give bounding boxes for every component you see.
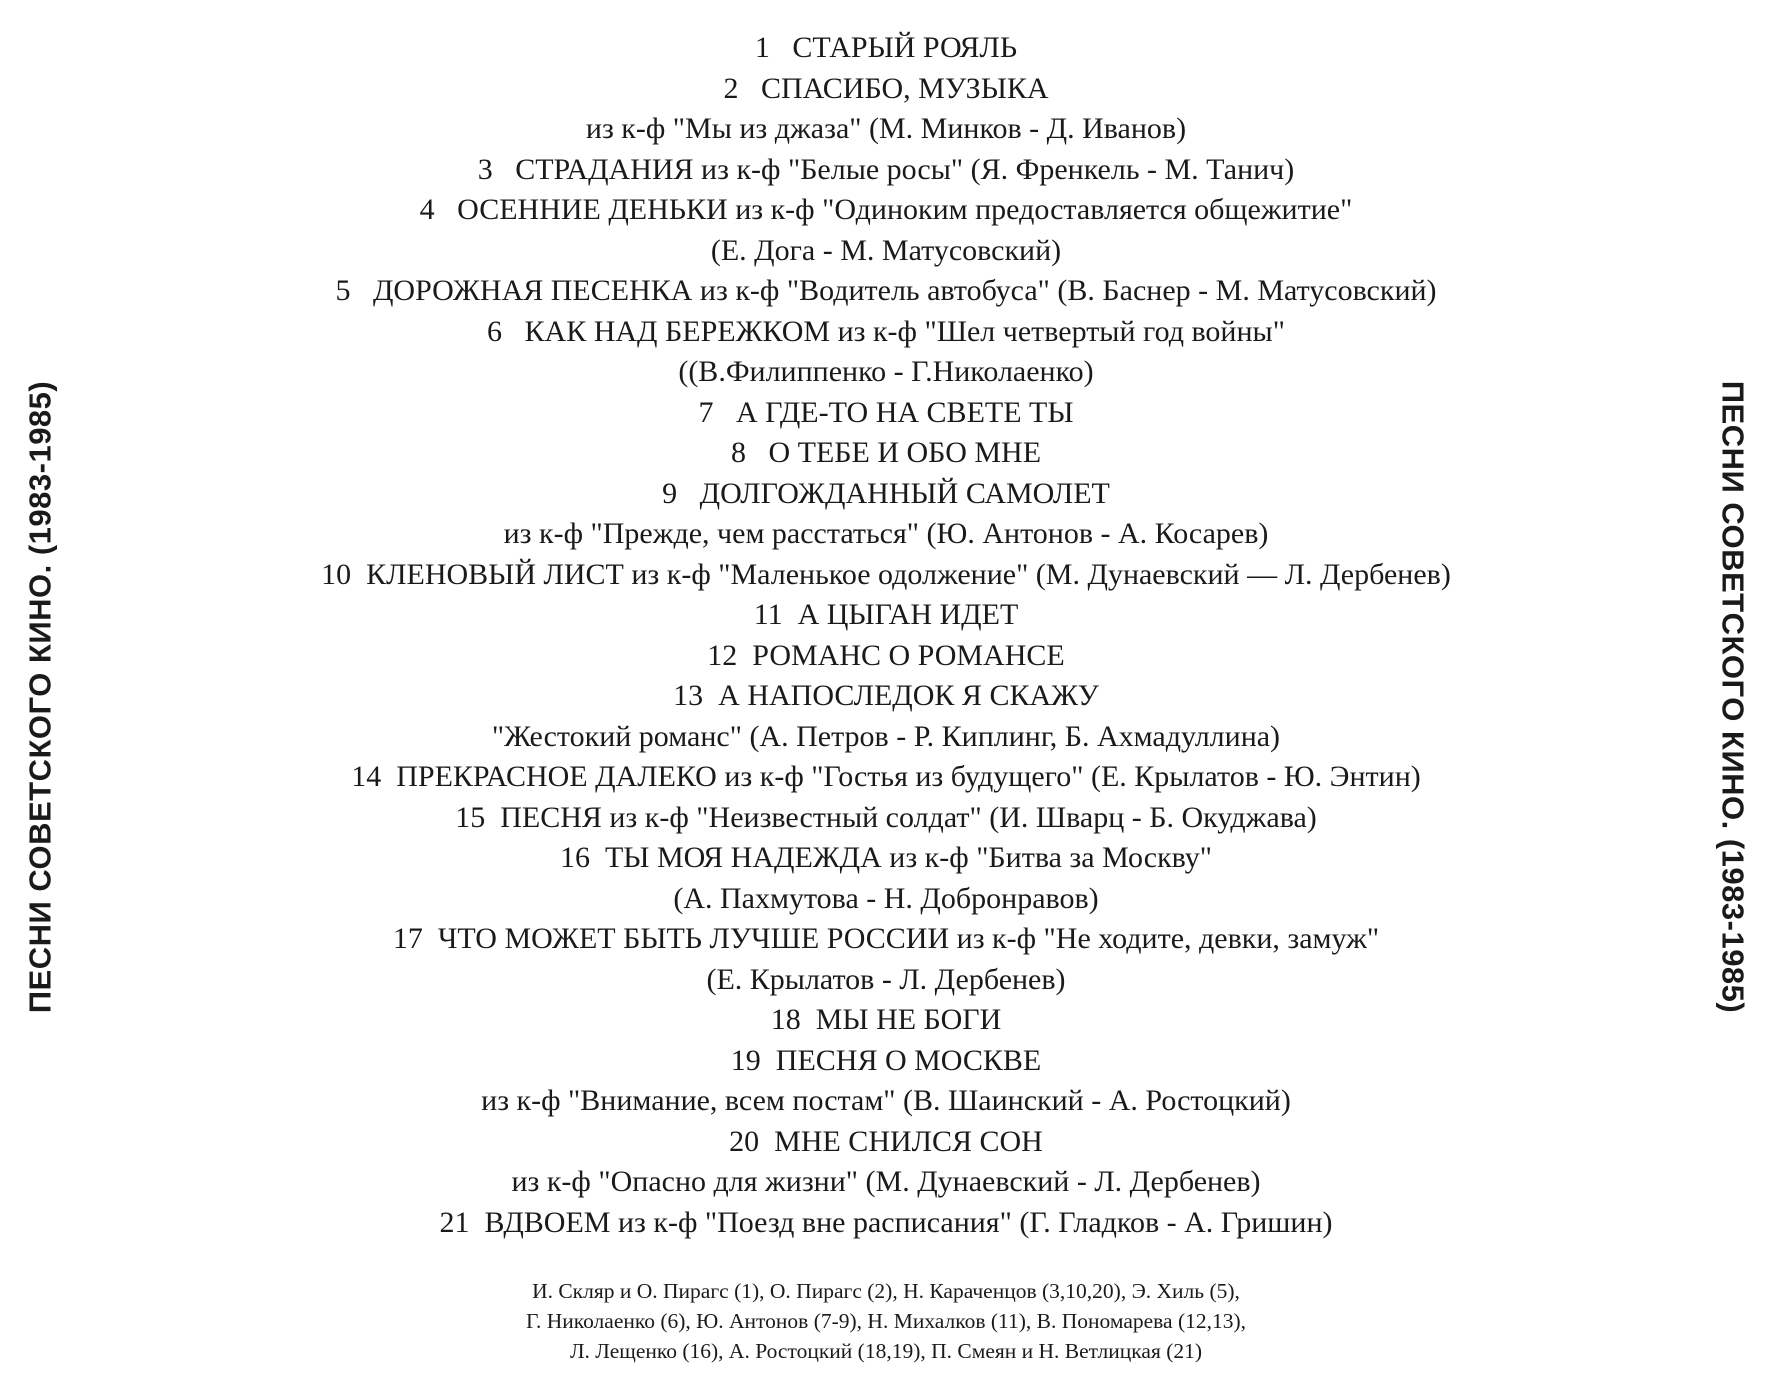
left-spine-title: ПЕСНИ СОВЕТСКОГО КИНО. (1983-1985) — [22, 380, 57, 1014]
track-line: ((В.Филиппенко - Г.Николаенко) — [678, 355, 1094, 388]
track-line: 5 ДОРОЖНАЯ ПЕСЕНКА из к-ф "Водитель автобуса" (В. Баснер - М. Матусовский) — [335, 274, 1437, 307]
track-line: 15 ПЕСНЯ из к-ф "Неизвестный солдат" (И. Шварц - Б. Окуджава) — [455, 800, 1317, 834]
track-line: 18 МЫ НЕ БОГИ — [770, 1003, 1002, 1036]
track-line: 17 ЧТО МОЖЕТ БЫТЬ ЛУЧШЕ РОССИИ из к-ф "Не ходите, девки, замуж" — [392, 922, 1380, 955]
track-line: 10 КЛЕНОВЫЙ ЛИСТ из к-ф "Маленькое одолжение" (М. Дунаевский — Л. Дербенев) — [321, 557, 1451, 591]
performer-credits — [100, 1276, 1672, 1366]
track-line: 11 А ЦЫГАН ИДЕТ — [753, 598, 1019, 631]
track-line: 14 ПРЕКРАСНОЕ ДАЛЕКО из к-ф "Гостья из будущего" (Е. Крылатов - Ю. Энтин) — [351, 760, 1421, 793]
track-line: 16 ТЫ МОЯ НАДЕЖДА из к-ф "Битва за Москву" — [559, 841, 1213, 874]
track-line: 1 СТАРЫЙ РОЯЛЬ — [754, 31, 1018, 64]
credits-line: Л. Лещенко (16), А. Ростоцкий (18,19), П. Смеян и Н. Ветлицкая (21) — [569, 1339, 1203, 1363]
track-line: (А. Пахмутова - Н. Добронравов) — [673, 881, 1099, 915]
credits-line: Г. Николаенко (6), Ю. Антонов (7-9), Н. Михалков (11), В. Пономарева (12,13), — [525, 1309, 1247, 1333]
track-line: 19 ПЕСНЯ О МОСКВЕ — [730, 1043, 1042, 1077]
track-line: из к-ф "Мы из джаза" (М. Минков - Д. Иванов) — [585, 112, 1187, 145]
track-line: (Е. Дога - М. Матусовский) — [710, 233, 1062, 267]
track-line: 9 ДОЛГОЖДАННЫЙ САМОЛЕТ — [662, 476, 1110, 510]
track-line: 20 МНЕ СНИЛСЯ СОН — [729, 1124, 1043, 1158]
track-line: из к-ф "Опасно для жизни" (М. Дунаевский - Л. Дербенев) — [511, 1165, 1261, 1198]
left-spine — [10, 0, 70, 1394]
track-line: из к-ф "Внимание, всем постам" (В. Шаинский - А. Ростоцкий) — [481, 1084, 1291, 1117]
right-spine — [1702, 0, 1762, 1394]
track-line: "Жестокий романс" (А. Петров - Р. Киплинг, Б. Ахмадуллина) — [491, 719, 1281, 753]
track-line: 13 А НАПОСЛЕДОК Я СКАЖУ — [673, 679, 1099, 712]
track-line: 8 О ТЕБЕ И ОБО МНЕ — [730, 436, 1042, 469]
right-spine-title: ПЕСНИ СОВЕТСКОГО КИНО. (1983-1985) — [1715, 380, 1750, 1014]
credits-line: И. Скляр и О. Пирагс (1), О. Пирагс (2), Н. Караченцов (3,10,20), Э. Хиль (5), — [532, 1279, 1240, 1303]
tracklist — [100, 28, 1672, 1243]
track-line: (Е. Крылатов - Л. Дербенев) — [706, 962, 1066, 996]
track-line: 2 СПАСИБО, МУЗЫКА — [723, 71, 1049, 105]
track-line: 4 ОСЕННИЕ ДЕНЬКИ из к-ф "Одиноким предоставляется общежитие" — [419, 193, 1353, 226]
track-line: 21 ВДВОЕМ из к-ф "Поезд вне расписания" (Г. Гладков - А. Гришин) — [439, 1205, 1333, 1239]
track-line: 3 СТРАДАНИЯ из к-ф "Белые росы" (Я. Френкель - М. Танич) — [477, 152, 1295, 186]
track-line: 6 КАК НАД БЕРЕЖКОМ из к-ф "Шел четвертый год войны" — [487, 314, 1285, 348]
track-line: 12 РОМАНС О РОМАНСЕ — [707, 638, 1065, 672]
track-line: из к-ф "Прежде, чем расстаться" (Ю. Антонов - А. Косарев) — [503, 517, 1269, 550]
track-line: 7 А ГДЕ-ТО НА СВЕТЕ ТЫ — [698, 395, 1074, 429]
